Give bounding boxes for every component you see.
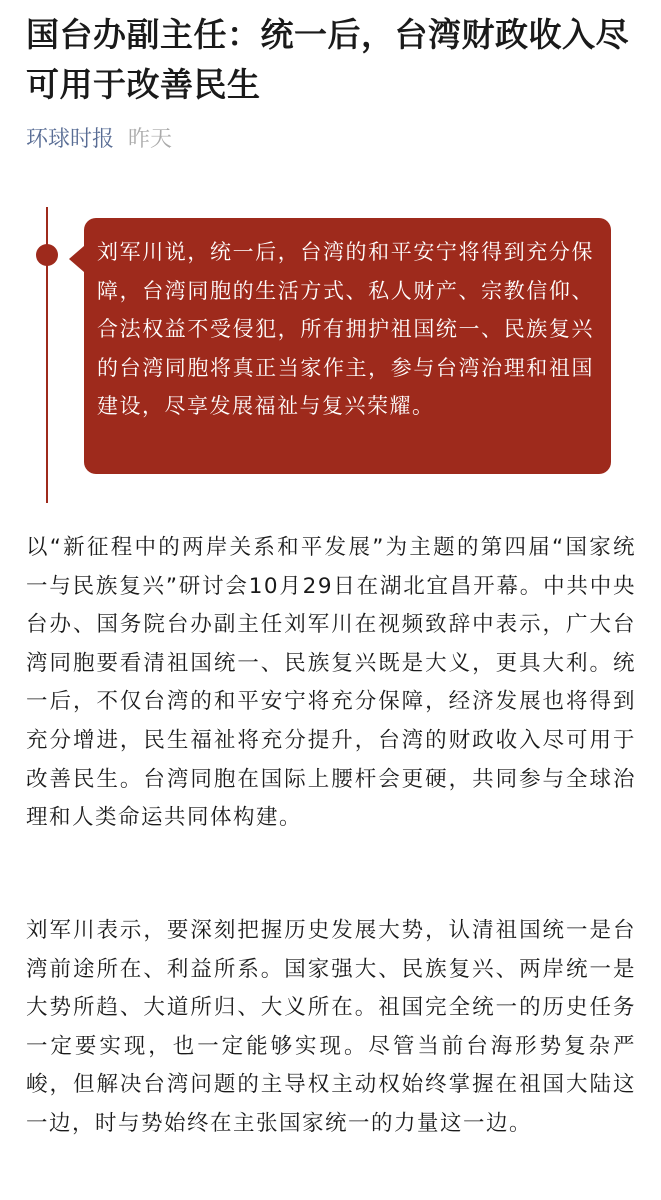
body-paragraph: 以“新征程中的两岸关系和平发展”为主题的第四届“国家统一与民族复兴”研讨会10月29日在湖北宜昌开幕。中共中央台办、国务院台办副主任刘军川在视频致辞中表示，广大台湾同胞要看清祖国统一、民族复兴既是大义，更具大利。统一后，不仅台湾的和平安宁将充分保障，经济发展也将得到充分增进，民生福祉将充分提升，台湾的财政收入尽可用于改善民生。台湾同胞在国际上腰杆会更硬，共同参与全球治理和人类命运共同体构建。 bbox=[26, 535, 636, 831]
source-link[interactable]: 环球时报 bbox=[26, 127, 115, 152]
quote-text: 刘军川说，统一后，台湾的和平安宁将得到充分保障，台湾同胞的生活方式、私人财产、宗教信仰、合法权益不受侵犯，所有拥护祖国统一、民族复兴的台湾同胞将真正当家作主，参与台湾治理和祖国建设，尽享发展福祉与复兴荣耀。 bbox=[97, 240, 594, 419]
quote-timeline-dot bbox=[36, 244, 58, 266]
article-title: 国台办副主任：统一后，台湾财政收入尽可用于改善民生 bbox=[26, 15, 629, 104]
body-paragraph: 刘军川表示，要深刻把握历史发展大势，认清祖国统一是台湾前途所在、利益所系。国家强大、民族复兴、两岸统一是大势所趋、大道所归、大义所在。祖国完全统一的历史任务一定要实现，也一定能够实现。尽管当前台海形势复杂严峻，但解决台湾问题的主导权主动权始终掌握在祖国大陆这一边，时与势始终在主张国家统一的力量这一边。 bbox=[26, 918, 636, 1136]
publish-date: 昨天 bbox=[128, 127, 173, 152]
quote-callout bbox=[84, 218, 611, 474]
article-meta bbox=[26, 122, 172, 158]
